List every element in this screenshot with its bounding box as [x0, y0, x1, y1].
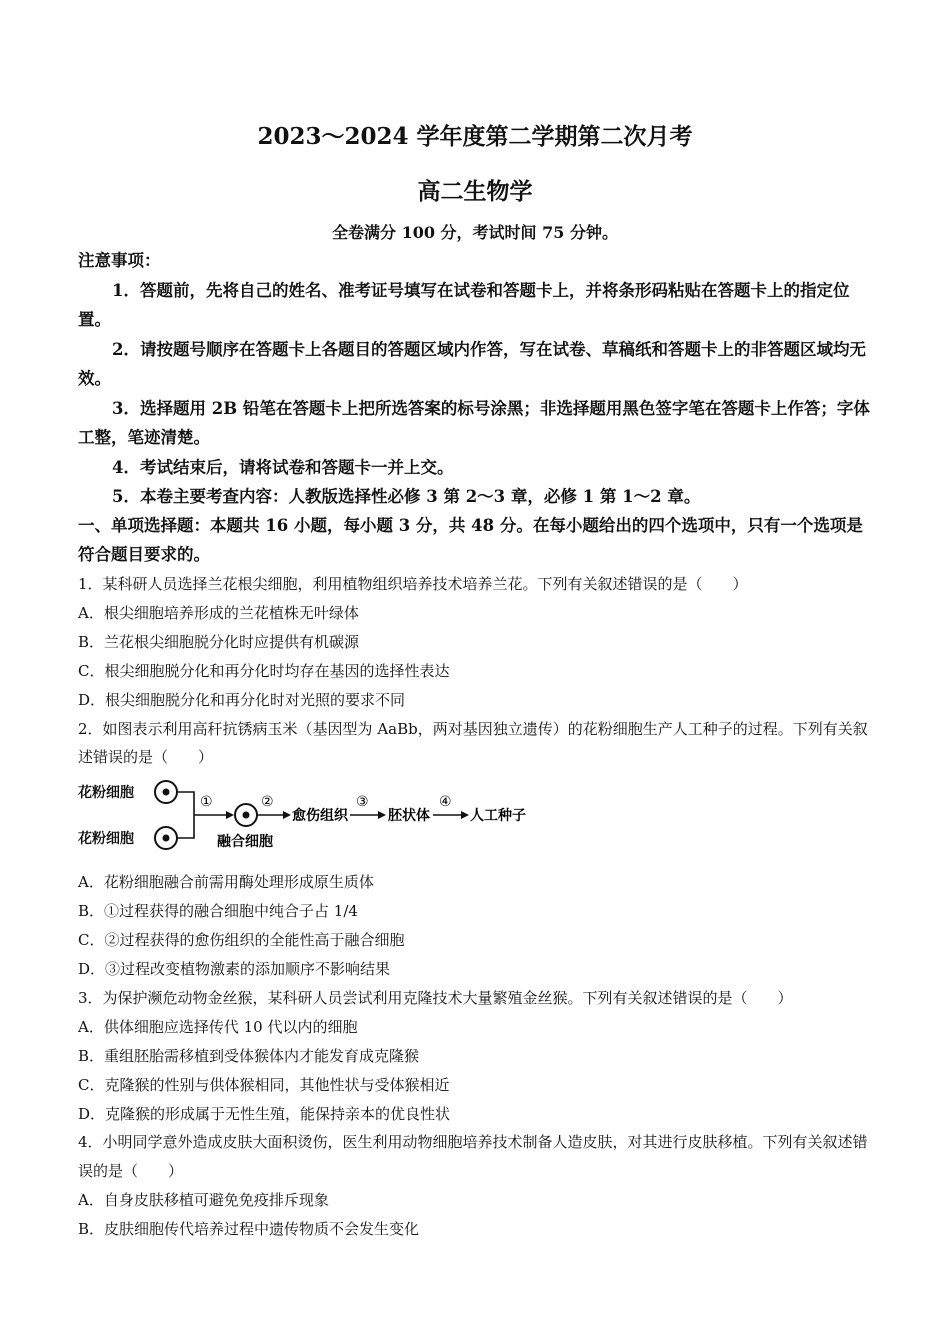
- arrow-head-2: [283, 811, 291, 819]
- exam-title: 2023～2024 学年度第二学期第二次月考: [257, 123, 693, 150]
- fused-cell-icon: [235, 804, 257, 826]
- step-3-label: ③: [356, 794, 369, 811]
- notes-heading: 注意事项：: [78, 251, 161, 270]
- question-option: B．①过程获得的融合细胞中纯合子占 1/4: [78, 902, 358, 921]
- diagram-label-pollen-2: 花粉细胞: [78, 831, 134, 848]
- notes-block: [78, 246, 870, 512]
- question-option: A．根尖细胞培养形成的兰花植株无叶绿体: [78, 603, 359, 622]
- diagram-label-pollen-1: 花粉细胞: [78, 785, 134, 802]
- pollen-cell-icon-2: [155, 827, 177, 849]
- note-item: 4．考试结束后，请将试卷和答题卡一并上交。: [112, 457, 454, 477]
- question-option: C．根尖细胞脱分化和再分化时均存在基因的选择性表达: [78, 661, 450, 680]
- pollen-cell-icon-1: [155, 781, 177, 803]
- question-option: D．克隆猴的形成属于无性生殖，能保持亲本的优良性状: [78, 1104, 451, 1123]
- question-option: B．兰花根尖细胞脱分化时应提供有机碳源: [78, 632, 360, 651]
- question-option: B．皮肤细胞传代培养过程中遗传物质不会发生变化: [78, 1220, 420, 1239]
- question-option: D．根尖细胞脱分化和再分化时对光照的要求不同: [78, 690, 406, 709]
- merge-bracket: [177, 792, 194, 838]
- question-option: B．重组胚胎需移植到受体猴体内才能发育成克隆猴: [78, 1046, 420, 1065]
- question-option: A．花粉细胞融合前需用酶处理形成原生质体: [78, 873, 374, 892]
- note-item: 5．本卷主要考查内容：人教版选择性必修 3 第 2～3 章，必修 1 第 1～2 章。: [112, 487, 701, 506]
- arrow-head-4: [461, 811, 469, 819]
- diagram-label-embryoid: 胚状体: [388, 808, 430, 825]
- question-option: A．供体细胞应选择传代 10 代以内的细胞: [78, 1017, 358, 1036]
- question-stem: 2．如图表示利用高秆抗锈病玉米（基因型为 AaBb，两对基因独立遗传）的花粉细胞生产人工种子的过程。下列有关叙述错误的是（ ）: [78, 719, 868, 767]
- note-item: 1．答题前，先将自己的姓名、准考证号填写在试卷和答题卡上，并将条形码粘贴在答题卡上的指定位置。: [78, 280, 850, 329]
- diagram-label-seed: 人工种子: [470, 808, 526, 825]
- question-stem: 3．为保护濒危动物金丝猴，某科研人员尝试利用克隆技术大量繁殖金丝猴。下列有关叙述错误的是（ ）: [78, 988, 793, 1007]
- question-stem: 1．某科研人员选择兰花根尖细胞，利用植物组织培养技术培养兰花。下列有关叙述错误的是（ ）: [78, 575, 748, 593]
- step-2-label: ②: [261, 794, 274, 811]
- step-1-label: ①: [200, 794, 213, 811]
- exam-info: 全卷满分 100 分，考试时间 75 分钟。: [332, 223, 618, 242]
- process-diagram: [78, 776, 548, 852]
- question-option: C．克隆猴的性别与供体猴相同，其他性状与受体猴相近: [78, 1075, 450, 1094]
- arrow-head-1: [226, 811, 234, 819]
- section-heading: 一、单项选择题：本题共 16 小题，每小题 3 分，共 48 分。在每小题给出的四个选项中，只有一个选项是符合题目要求的。: [78, 516, 863, 564]
- diagram-label-fused: 融合细胞: [217, 834, 273, 851]
- question-stem: 4．小明同学意外造成皮肤大面积烫伤，医生利用动物细胞培养技术制备人造皮肤，对其进行皮肤移植。下列有关叙述错误的是（ ）: [78, 1133, 868, 1181]
- question-option: D．③过程改变植物激素的添加顺序不影响结果: [78, 959, 391, 978]
- step-4-label: ④: [439, 794, 452, 811]
- note-item: 3．选择题用 2B 铅笔在答题卡上把所选答案的标号涂黑；非选择题用黑色签字笔在答题卡上作答；字体工整，笔迹清楚。: [78, 398, 870, 447]
- note-item: 2．请按题号顺序在答题卡上各题目的答题区域内作答，写在试卷、草稿纸和答题卡上的非答题区域均无效。: [78, 339, 866, 388]
- questions-block: [78, 570, 878, 1244]
- exam-subject: 高二生物学: [417, 178, 533, 205]
- diagram-label-callus: 愈伤组织: [292, 808, 348, 825]
- question-option: A．自身皮肤移植可避免免疫排斥现象: [78, 1191, 329, 1210]
- question-option: C．②过程获得的愈伤组织的全能性高于融合细胞: [78, 931, 405, 950]
- arrow-head-3: [378, 811, 386, 819]
